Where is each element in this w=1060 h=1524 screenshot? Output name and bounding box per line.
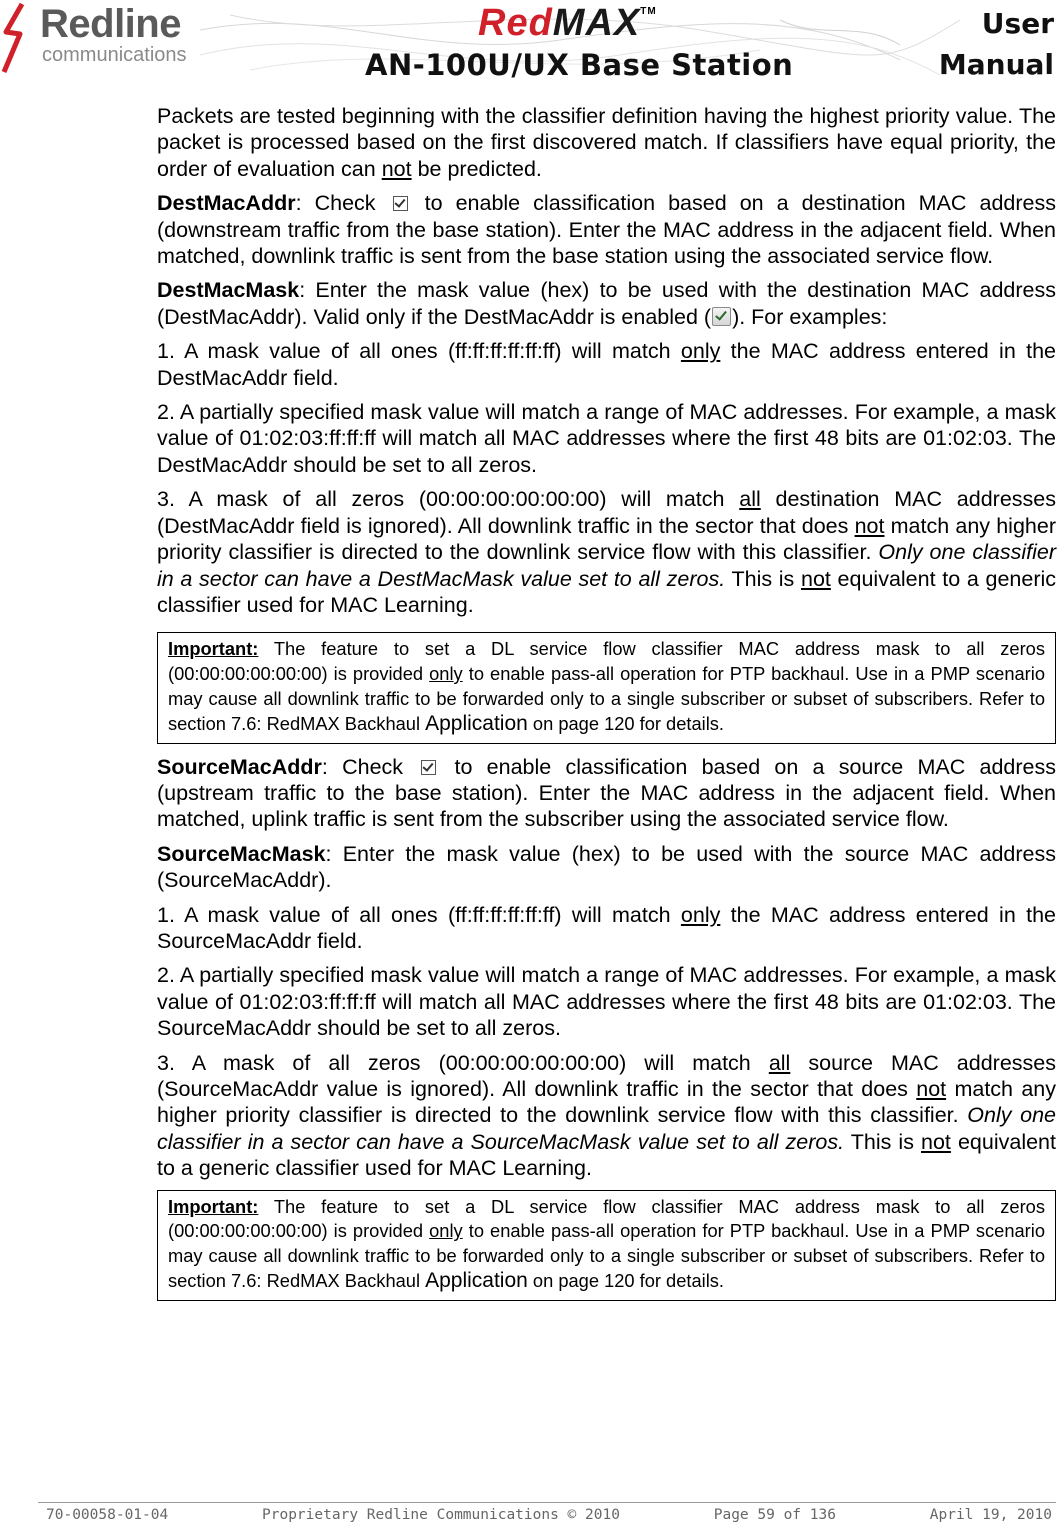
section-link-text[interactable]: Application: [425, 1268, 528, 1292]
logo-subtitle: communications: [42, 44, 187, 66]
underlined-text: not: [800, 566, 831, 591]
product-title: AN-100U/UX Base Station: [365, 48, 794, 82]
source-example-2: 2. A partially specified mask value will match a range of MAC addresses. For example, a mask value of 01:02:03:ff:ff:ff will match all MAC addresses where the first 48 bits are 01:02:03. The SourceMacAddr should be set to all zeros.: [157, 963, 1056, 1041]
underlined-text: only: [680, 902, 721, 927]
note-label: Important:: [168, 638, 259, 660]
text: : Check: [321, 754, 418, 779]
text: 1. A mask value of all ones (ff:ff:ff:ff:ff:ff) will match: [157, 339, 681, 364]
underlined-text: all: [739, 487, 761, 512]
underlined-text: all: [768, 1050, 791, 1075]
text: 1. A mask value of all ones (ff:ff:ff:ff:ff:ff) will match: [157, 902, 681, 927]
text: to enable classification based on a source MAC address (upstream traffic to the base station). Enter the MAC address in the adjacent field. When matched, uplink traffic is sent from the subscriber using the associated service flow.: [157, 754, 1056, 832]
section-link-text[interactable]: Application: [425, 711, 528, 735]
important-note-1: [157, 632, 1056, 743]
checkbox-icon: [393, 196, 408, 211]
text: This is: [725, 566, 801, 591]
text: equivalent to a generic classifier used for MAC Learning.: [157, 1129, 1056, 1181]
underlined-text: only: [680, 339, 721, 364]
doc-type-line-1: User: [981, 7, 1054, 40]
term-sourcemacaddr: SourceMacAddr: [157, 754, 322, 779]
text: ). For examples:: [732, 304, 888, 329]
text: destination MAC addresses (DestMacAddr field is ignored). All downlink traffic in the sector that does: [157, 487, 1057, 538]
logo-wordmark: Redline: [40, 2, 181, 46]
page-footer: [38, 1502, 1056, 1523]
paragraph-destmacaddr: [157, 190, 1056, 269]
source-example-3: [157, 1050, 1056, 1182]
page-number: Page 59 of 136: [713, 1507, 836, 1523]
note-label: Important:: [168, 1195, 259, 1217]
text: match any higher priority classifier is directed to the downlink service flow with this classifier.: [157, 513, 1056, 565]
doc-date: April 19, 2010: [929, 1507, 1052, 1523]
checkbox-icon: [421, 760, 436, 775]
source-example-1: [157, 902, 1056, 955]
dest-example-2: 2. A partially specified mask value will match a range of MAC addresses. For example, a mask value of 01:02:03:ff:ff:ff will match all MAC addresses where the first 48 bits are 01:02:03. The DestMacAddr should be set to all zeros.: [157, 400, 1056, 477]
text: match any higher priority classifier is directed to the downlink service flow with this classifier.: [157, 1076, 1056, 1128]
underlined-text: not: [854, 513, 885, 538]
italic-text: Only one classifier in a sector can have a SourceMacMask value set to all zeros.: [157, 1103, 1056, 1154]
paragraph-sourcemacmask: [157, 841, 1056, 894]
underlined-text: not: [381, 156, 412, 181]
italic-text: Only one classifier in a sector can have a DestMacMask value set to all zeros.: [157, 540, 1056, 591]
text: on page 120 for details.: [527, 712, 724, 734]
term-destmacmask: DestMacMask: [157, 278, 300, 303]
text: The feature to set a DL service flow classifier MAC address mask to all zeros (00:00:00:00:00:00) is provided: [168, 1195, 1045, 1242]
term-destmacaddr: DestMacAddr: [157, 191, 296, 216]
text: to enable pass-all operation for PTP backhaul. Use in a PMP scenario may cause all downlink traffic to be forwarded only to a single subscriber or subset of subscribers. Refer to section 7.6: RedMAX Backhaul: [168, 663, 1045, 734]
text: the MAC address entered in the DestMacAddr field.: [157, 339, 1056, 390]
paragraph-priority: [157, 103, 1056, 182]
brand-red-text: Red: [478, 2, 553, 44]
underlined-text: only: [429, 663, 463, 685]
text: : Check: [295, 191, 389, 216]
redmax-brand: [478, 2, 657, 45]
doc-type-line-2: Manual: [938, 48, 1054, 81]
text: The feature to set a DL service flow classifier MAC address mask to all zeros (00:00:00:00:00:00) is provided: [168, 638, 1045, 685]
trademark-mark: TM: [640, 6, 657, 17]
text: to enable classification based on a destination MAC address (downstream traffic from the base station). Enter the MAC address in the adjacent field. When matched, downlink traffic is sent from the base station using the associated service flow.: [157, 191, 1056, 269]
text: 3. A mask of all zeros (00:00:00:00:00:00) will match: [157, 487, 740, 512]
underlined-text: only: [429, 1220, 463, 1242]
brand-black-text: MAX: [552, 2, 641, 44]
text: : Enter the mask value (hex) to be used with the destination MAC address (DestMacAddr). Valid only if the DestMacAddr is enabled (: [157, 278, 1056, 329]
text: equivalent to a generic classifier used for MAC Learning.: [157, 566, 1057, 617]
paragraph-destmacmask: [157, 277, 1056, 330]
underlined-text: not: [921, 1129, 951, 1154]
text: : Enter the mask value (hex) to be used with the source MAC address (SourceMacAddr).: [157, 841, 1056, 893]
text: This is: [844, 1129, 922, 1154]
text: to enable pass-all operation for PTP backhaul. Use in a PMP scenario may cause all downlink traffic to be forwarded only to a single subscriber or subset of subscribers. Refer to section 7.6: RedMAX Backhaul: [168, 1220, 1045, 1291]
document-body: [157, 103, 1056, 1311]
text: be predicted.: [411, 156, 542, 181]
important-note-2: [157, 1190, 1056, 1301]
dest-example-1: [157, 338, 1056, 391]
page-header: [0, 0, 1060, 90]
text: Packets are tested beginning with the classifier definition having the highest priority value. The packet is processed based on the first discovered match. If classifiers have equal priority, the order of evaluation can: [157, 104, 1056, 181]
underlined-text: not: [916, 1076, 947, 1101]
document-type: [939, 3, 1054, 85]
text: 3. A mask of all zeros (00:00:00:00:00:00) will match: [157, 1050, 769, 1075]
text: on page 120 for details.: [527, 1269, 724, 1291]
text: source MAC addresses (SourceMacAddr value is ignored). All downlink traffic in the sector that does: [157, 1050, 1056, 1101]
paragraph-sourcemacaddr: [157, 754, 1056, 833]
copyright: Proprietary Redline Communications © 2010: [262, 1507, 620, 1523]
redline-logo-icon: [0, 2, 36, 74]
dest-example-3: [157, 486, 1056, 618]
text: the MAC address entered in the SourceMacAddr field.: [157, 902, 1056, 953]
doc-number: 70-00058-01-04: [46, 1507, 169, 1523]
enabled-checkbox-icon: [712, 307, 731, 326]
term-sourcemacmask: SourceMacMask: [157, 841, 326, 866]
